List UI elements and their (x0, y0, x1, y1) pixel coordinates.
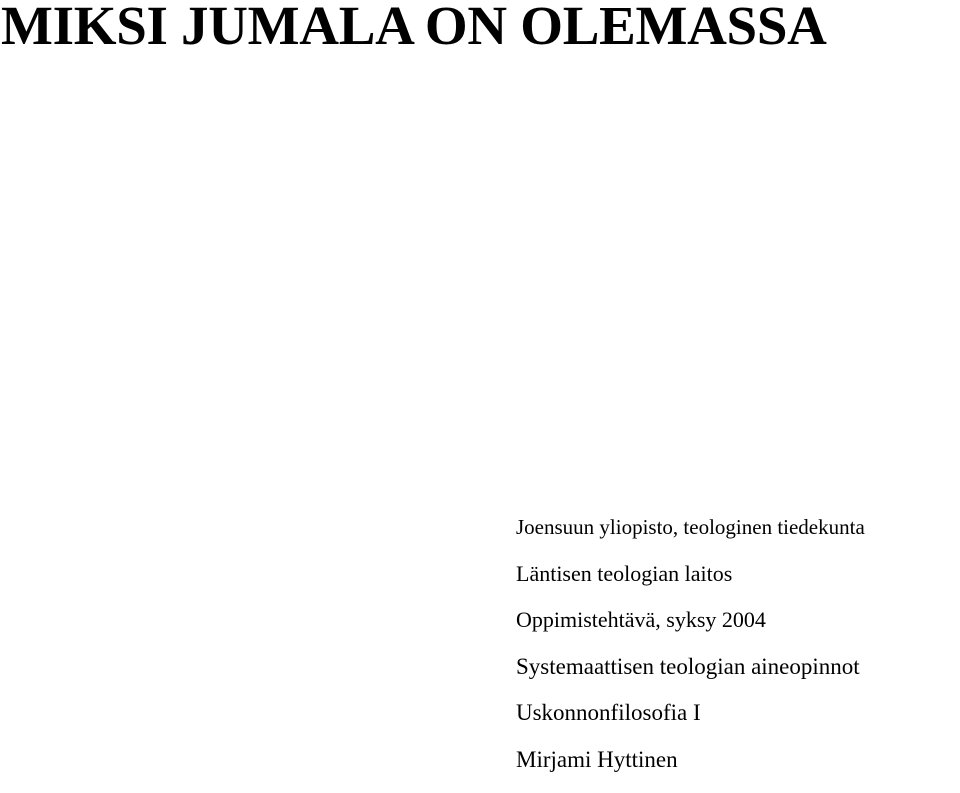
assignment-term-line: Oppimistehtävä, syksy 2004 (516, 607, 766, 632)
university-faculty-line: Joensuun yliopisto, teologinen tiedekunta (516, 515, 865, 539)
course-name-line: Uskonnonfilosofia I (516, 700, 701, 725)
title-page-info (516, 514, 865, 793)
department-line: Läntisen teologian laitos (516, 560, 733, 586)
author-line: Mirjami Hyttinen (516, 746, 678, 772)
course-level-line: Systemaattisen teologian aineopinnot (516, 653, 860, 679)
document-title: MIKSI JUMALA ON OLEMASSA (1, 0, 827, 56)
